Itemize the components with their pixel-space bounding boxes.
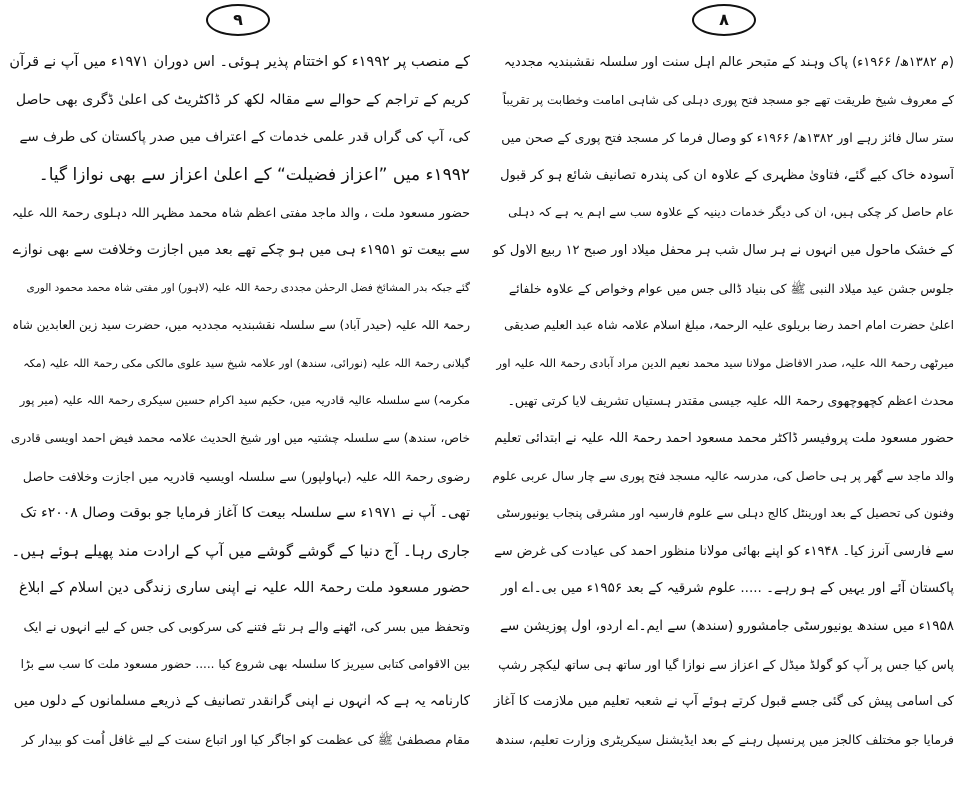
text-line: حضور مسعود ملت ، والد ماجد مفتی اعظم شاہ محمد مظہر اللہ دہلوی رحمۃ اللہ علیہ	[11, 205, 470, 221]
page-gutter	[478, 40, 479, 780]
text-line: ۱۹۵۸ء میں سندھ یونیورسٹی جامشورو (سندھ) سے ایم۔اے اردو، اول پوزیشن سے	[500, 617, 954, 634]
right-page-text	[492, 44, 954, 758]
text-line: آسودہ خاک کیے گئے، فتاویٰ مظہری کے علاوہ ان کی پندرہ تصانیف شائع ہو کر قبول	[500, 167, 954, 183]
text-line: والد ماجد سے گھر پر ہی حاصل کی، مدرسہ عالیہ مسجد فتح پوری سے چار سال عربی علوم	[492, 468, 954, 483]
text-line: کے منصب پر ۱۹۹۲ء کو اختتام پذیر ہوئی۔ اس دوران ۱۹۷۱ء میں آپ نے قرآن	[9, 54, 470, 70]
text-line: بین الاقوامی کتابی سیریز کا سلسلہ بھی شروع کیا ..... حضور مسعود ملت کا سب سے بڑا	[20, 656, 470, 671]
text-line: جاری رہا۔ آج دنیا کے گوشے گوشے میں آپ کے ارادت مند پھیلے ہوئے ہیں۔	[11, 541, 470, 560]
text-line: کارنامہ یہ ہے کہ انہوں نے اپنی گرانقدر تصانیف کے ذریعے مسلمانوں کے دلوں میں	[13, 693, 470, 710]
text-line: رحمۃ اللہ علیہ (حیدر آباد) سے سلسلہ نقشبندیہ مجددیہ میں، حضرت سید زین العابدین شاہ	[12, 318, 470, 333]
text-line: اعلیٰ حضرت امام احمد رضا بریلوی علیہ الرحمۃ، مبلغ اسلام علامہ شاہ عبد العلیم صدیقی	[504, 318, 954, 333]
text-line: جلوس جشن عید میلاد النبی ﷺ کی بنیاد ڈالی جس میں عوام وخواص کے علاوہ خلفائے	[508, 280, 954, 296]
text-line: محدث اعظم کچھوچھوی رحمۃ اللہ علیہ جیسی مقتدر ہستیاں تشریف لایا کرتی تھیں۔	[507, 393, 954, 409]
text-line: گیلانی رحمۃ اللہ علیہ (نورائی، سندھ) اور علامہ شیخ سید علوی مالکی مکی رحمۃ اللہ علیہ (مکہ	[23, 356, 470, 370]
text-line: رضوی رحمۃ اللہ علیہ (بہاولپور) سے سلسلہ اویسیہ قادریہ میں اجازت وخلافت حاصل	[22, 468, 470, 484]
text-line: مقام مصطفیٰ ﷺ کی عظمت کو اجاگر کیا اور اتباع سنت کے لیے غافل اُمت کو بیدار کر	[21, 731, 470, 747]
text-line: سے فارسی آنرز کیا۔ ۱۹۴۸ء کو اپنے بھائی مولانا منظور احمد کی عیادت کی غرض سے	[494, 543, 954, 559]
text-line: تھی۔ آپ نے ۱۹۷۱ء سے سلسلہ بیعت کا آغاز فرمایا جو بوقت وصال ۲۰۰۸ء تک	[20, 505, 470, 522]
text-line: ستر سال فائز رہے اور ۱۳۸۲ھ/ ۱۹۶۶ء کو وصال فرما کر مسجد فتح پوری کے صحن میں	[501, 130, 954, 146]
left-page-text	[8, 44, 470, 758]
text-line: مکرمہ) سے سلسلہ عالیہ قادریہ میں، حکیم سید اکرام حسین سیکری رحمۃ اللہ علیہ (میر پور	[19, 393, 470, 408]
left-page	[8, 0, 470, 793]
text-line: کریم کے تراجم کے حوالے سے مقالہ لکھ کر ڈاکٹریٹ کی اعلیٰ ڈگری بھی حاصل	[15, 91, 470, 108]
text-line: پاس کیا جس پر آپ کو گولڈ میڈل کے اعزاز سے نوازا گیا اور ساتھ ہی ساتھ لیکچر رشپ	[498, 656, 954, 672]
text-line: حضور مسعود ملت پروفیسر ڈاکٹر محمد مسعود احمد رحمۃ اللہ علیہ نے ابتدائی تعلیم	[494, 430, 954, 446]
text-line: (م ۱۳۸۲ھ/ ۱۹۶۶ء) پاک وہند کے متبحر عالم اہل سنت اور سلسلہ نقشبندیہ مجددیہ	[503, 55, 954, 70]
text-line: میرٹھی رحمۃ اللہ علیہ، صدر الافاضل مولانا سید محمد نعیم الدین مراد آبادی رحمۃ اللہ علیہ اور	[496, 355, 954, 370]
text-line: وفنون کی تحصیل کے بعد اورینٹل کالج دہلی سے علوم فارسیہ اور مشرقی پنجاب یونیورسٹی	[496, 506, 954, 521]
page-number-right: ۸	[692, 4, 756, 36]
text-line: حضور مسعود ملت رحمۃ اللہ علیہ نے اپنی ساری زندگی دین اسلام کے ابلاغ	[18, 580, 470, 597]
text-line: پاکستان آئے اور یہیں کے ہو رہے۔ ..... علوم شرقیہ کے بعد ۱۹۵۶ء میں بی۔اے اور	[500, 580, 954, 597]
text-line: عام حاصل کر چکی ہیں، ان کی دیگر خدمات دینیہ کے علاوہ سب سے اہم یہ ہے کہ دہلی	[508, 205, 954, 220]
text-line: کی، آپ کی گراں قدر علمی خدمات کے اعتراف میں صدر پاکستان کی طرف سے	[19, 129, 470, 146]
text-line: فرمایا جو مختلف کالجز میں پرنسپل رہنے کے بعد ایڈیشنل سیکریٹری وزارت تعلیم، سندھ	[495, 731, 954, 747]
text-line: کے خشک ماحول میں انہوں نے ہر سال شب ہر محفل میلاد اور صبح ۱۲ ربیع الاول کو	[492, 242, 954, 258]
right-page	[492, 0, 954, 793]
text-line: ۱۹۹۲ء میں ”اعزاز فضیلت“ کے اعلیٰ اعزاز سے بھی نوازا گیا۔	[38, 164, 470, 185]
text-line: کی اسامی پیش کی گئی جسے قبول کرتے ہوئے آپ نے شعبہ تعلیم میں ملازمت کا آغاز	[493, 694, 954, 710]
text-line: سے بیعت تو ۱۹۵۱ء ہی میں ہو چکے تھے بعد میں اجازت وخلافت سے بھی نوازے	[12, 241, 470, 258]
text-line: خاص، سندھ) سے سلسلہ چشتیہ میں اور شیخ الحدیث علامہ محمد فیض احمد اویسی قادری	[10, 430, 470, 445]
text-line: گئے جبکہ بدر المشائخ فضل الرحمٰن مجددی رحمۃ اللہ علیہ (لاہور) اور مفتی شاہ محمد محمود الوری	[26, 281, 470, 294]
text-line: وتحفظ میں بسر کی، اٹھنے والے ہر نئے فتنے کی سرکوبی کی جس کے لیے انہوں نے ایک	[23, 618, 470, 634]
text-line: کے معروف شیخ طریقت تھے جو مسجد فتح پوری دہلی کی شاہی امامت وخطابت پر تقریباً	[502, 92, 954, 107]
page-number-left: ۹	[206, 4, 270, 36]
